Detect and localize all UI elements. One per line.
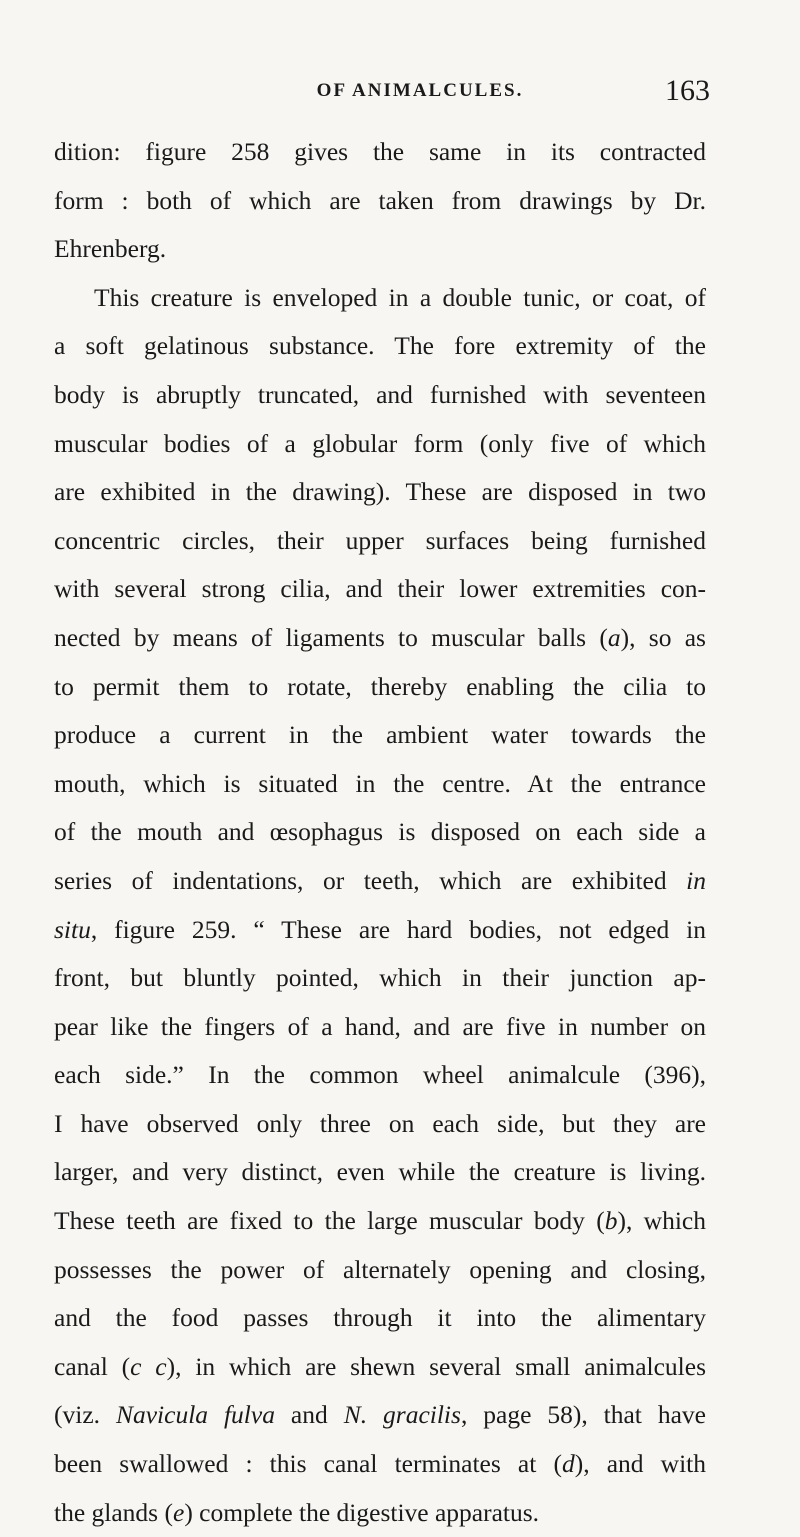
italic-text: in [686, 865, 706, 895]
text-line [54, 1440, 706, 1489]
text-run: front, but bluntly pointed, which in their junction ap- [54, 963, 706, 993]
text-run: Ehrenberg. [54, 234, 167, 264]
text-run: dition: figure 258 gives the same in its contracted [54, 137, 706, 166]
text-line [54, 274, 706, 323]
italic-text: N. gracilis [343, 1400, 461, 1430]
text-line [54, 1051, 706, 1100]
text-run: mouth, which is situated in the centre. At the entrance [54, 768, 706, 798]
text-run: canal ( [54, 1351, 131, 1381]
text-line [54, 1343, 706, 1392]
text-line [54, 1003, 706, 1052]
text-line [54, 760, 706, 809]
text-line [54, 565, 706, 614]
text-run: pear like the fingers of a hand, and are five in number on [54, 1011, 706, 1041]
text-run: each side.” In the common wheel animalcule (396), [54, 1060, 706, 1090]
text-run: concentric circles, their upper surfaces being furnished [54, 525, 706, 555]
text-run: , figure 259. “ These are hard bodies, not edged in [90, 914, 706, 944]
text-line [54, 128, 706, 177]
text-line [54, 1148, 706, 1197]
text-line [54, 857, 706, 906]
text-line [54, 468, 706, 517]
italic-text: c c [130, 1351, 167, 1381]
text-line [54, 371, 706, 420]
italic-text: d [561, 1449, 575, 1479]
text-run: possesses the power of alternately opening and closing, [54, 1254, 706, 1284]
page-number: 163 [665, 74, 710, 107]
text-run: series of indentations, or teeth, which are exhibited [54, 865, 687, 895]
italic-text: Navicula fulva [115, 1400, 275, 1430]
text-line [54, 517, 706, 566]
running-title: OF ANIMALCULES. [316, 80, 524, 101]
italic-text: situ [54, 914, 91, 944]
text-run: of the mouth and œsophagus is disposed on each side a [54, 817, 706, 847]
body-text [54, 128, 706, 1537]
italic-text: b [604, 1206, 618, 1236]
text-run: been swallowed : this canal terminates at ( [54, 1449, 562, 1479]
text-line [54, 225, 706, 274]
text-run: ), and with [574, 1449, 706, 1479]
text-line [54, 1197, 706, 1246]
text-line [54, 420, 706, 469]
text-line [54, 1246, 706, 1295]
text-line [54, 1489, 706, 1537]
text-line [54, 614, 706, 663]
text-line [54, 1391, 706, 1440]
text-run: ), in which are shewn several small animalcules [166, 1351, 707, 1381]
text-line [54, 1294, 706, 1343]
text-line [54, 711, 706, 760]
italic-text: e [172, 1497, 185, 1527]
text-run: and the food passes through it into the alimentary [54, 1303, 706, 1333]
italic-text: a [607, 622, 621, 652]
text-run: ), so as [620, 622, 706, 652]
text-run: ), which [617, 1206, 707, 1236]
text-run: nected by means of ligaments to muscular balls ( [54, 622, 608, 652]
text-run: (viz. [54, 1400, 116, 1430]
text-run: produce a current in the ambient water towards the [54, 720, 706, 750]
text-run: with several strong cilia, and their lower extremities con- [54, 574, 706, 604]
text-run: to permit them to rotate, thereby enabling the cilia to [54, 671, 706, 701]
text-run: ) complete the digestive apparatus. [184, 1497, 540, 1527]
text-line [54, 954, 706, 1003]
text-line [54, 663, 706, 712]
text-run: are exhibited in the drawing). These are disposed in two [54, 477, 706, 507]
text-run: muscular bodies of a globular form (only five of which [54, 428, 706, 458]
text-line [54, 322, 706, 371]
text-run: body is abruptly truncated, and furnished with seventeen [54, 379, 706, 409]
text-line [54, 1100, 706, 1149]
text-run: , page 58), that have [460, 1400, 706, 1430]
text-run: the glands ( [54, 1497, 173, 1527]
text-line [54, 177, 706, 226]
text-line [54, 906, 706, 955]
text-run: I have observed only three on each side, but they are [54, 1108, 706, 1138]
text-run: a soft gelatinous substance. The fore extremity of the [54, 331, 706, 361]
text-line [54, 808, 706, 857]
text-run: This creature is enveloped in a double tunic, or coat, of [94, 282, 706, 312]
text-run: and [274, 1400, 344, 1430]
text-run: These teeth are fixed to the large muscular body ( [54, 1206, 605, 1236]
running-head [130, 76, 710, 116]
text-run: larger, and very distinct, even while the creature is living. [54, 1157, 706, 1187]
text-run: form : both of which are taken from drawings by Dr. [54, 185, 706, 215]
